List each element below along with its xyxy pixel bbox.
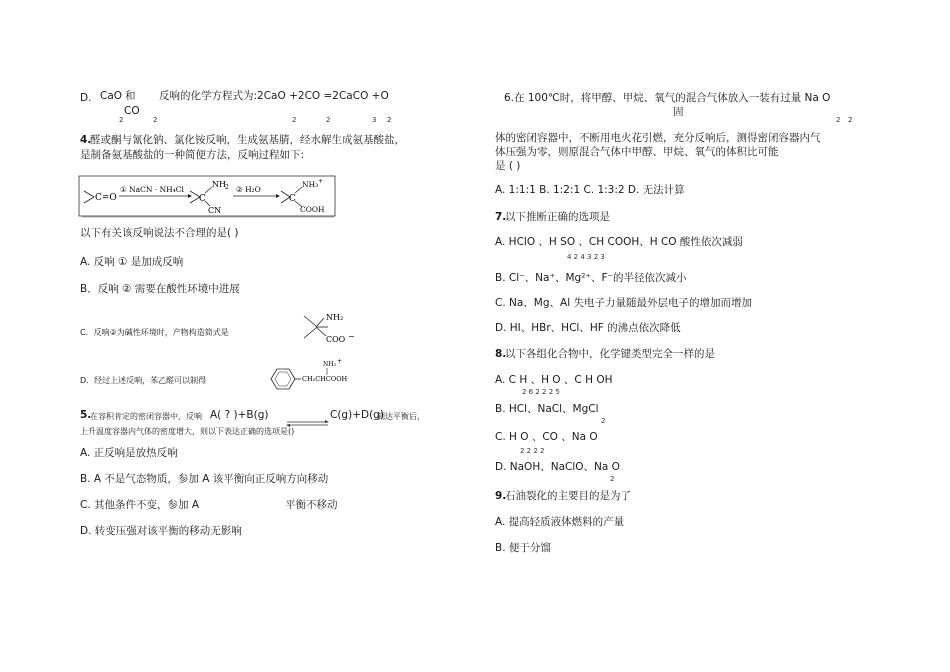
question-8-option-d: D. NaOH、NaClO、Na O	[495, 461, 620, 473]
question-8-number: 8.	[495, 348, 507, 360]
reaction-scheme	[78, 175, 336, 219]
question-4-line1: 醛或酮与氰化钠、氯化铵反响，生成氨基腈，经水解生成氨基酸盐，	[90, 134, 405, 146]
question-5-number: 5.	[80, 409, 92, 421]
d-ammonium: NH₃	[323, 361, 336, 368]
reaction-scheme-graphic	[78, 175, 336, 219]
sub: 2	[848, 116, 853, 124]
question-5-option-b: B. A 不是气态物质，参加 A 该平衡向正反响方向移动	[80, 473, 329, 485]
question-4-option-c: C．反响②为碱性环境时，产物构造简式是	[80, 328, 229, 337]
sub: 2	[292, 116, 297, 124]
carboxyl-group: COOH	[300, 205, 325, 214]
question-8-stem: 以下各组化合物中，化学键类型完全一样的是	[505, 348, 715, 360]
option-c-structure-graphic	[300, 310, 370, 350]
c-amino: NH₂	[326, 313, 344, 322]
ammonium-group: NH₃	[302, 180, 319, 189]
amino-group: NH	[212, 180, 226, 189]
question-7-option-b: B. Cl⁻、Na⁺、Mg²⁺、F⁻的半径依次减小	[495, 272, 687, 284]
question-6-line2: 体的密闭容器中，不断用电火花引燃，充分反响后，测得密闭容器内气	[495, 132, 821, 144]
question-8-option-c-subscripts: 2 2 2 2	[520, 447, 545, 455]
sub: 2	[601, 417, 606, 425]
question-4-line2: 是制备氨基酸盐的一种简便方法，反响过程如下:	[80, 149, 305, 161]
c-carboxylate: COO	[326, 335, 346, 344]
option-d-structure-graphic	[265, 357, 365, 393]
option-d-co: CO	[124, 105, 140, 117]
carbon-1: C	[199, 194, 206, 204]
question-7-number: 7.	[495, 211, 507, 223]
reagent-2: ② H₂O	[236, 185, 261, 194]
question-7-option-a-subscripts: 4 2 4 3 2 3	[567, 253, 605, 261]
question-8-option-a: A. C H 、H O 、C H OH	[495, 374, 613, 386]
question-6-line3: 体压强为零，则原混合气体中甲醇、甲烷、氧气的体积比可能	[495, 146, 779, 158]
question-7-option-a: A. HClO 、H SO 、CH COOH、H CO 酸性依次减弱	[495, 236, 743, 248]
carbon-2: C	[289, 194, 296, 204]
sub: 2	[119, 116, 124, 124]
amino-sub: 2	[225, 184, 229, 191]
question-4-option-a: A. 反响 ① 是加成反响	[80, 256, 184, 268]
option-d-he: 和	[125, 90, 136, 102]
question-8-option-a-subscripts: 2 6 2 2 2 5	[522, 388, 560, 396]
sub: 2	[387, 116, 392, 124]
c-charge: −	[348, 332, 355, 341]
option-c-structure	[300, 310, 370, 350]
question-8-option-b: B. HCl、NaCl、MgCl	[495, 403, 599, 415]
question-4-number: 4.	[80, 134, 92, 146]
carbonyl-label: C=O	[95, 193, 117, 203]
reagent-1: ① NaCN · NH₄Cl	[120, 185, 184, 194]
question-4-stem: 以下有关该反响说法不合理的是( )	[80, 227, 239, 239]
question-5-option-c-tail: 平衡不移动	[285, 499, 338, 511]
question-9-number: 9.	[495, 490, 507, 502]
question-6-line4: 是 ( )	[495, 160, 521, 172]
sub: 3	[372, 116, 377, 124]
question-6-gu: 固	[673, 106, 684, 118]
question-9-stem: 石油裂化的主要目的是为了	[505, 490, 631, 502]
question-5-products: C(g)+D(g)	[330, 409, 384, 421]
question-4-option-d: D．经过上述反响，苯乙醛可以制得	[80, 376, 207, 385]
question-5-line1a: 在容积肯定的密闭容器中，反响	[90, 412, 202, 421]
question-4-option-b: B．反响 ② 需要在酸性环境中进展	[80, 283, 240, 295]
question-5-reactants: A( ? )+B(g)	[210, 409, 269, 421]
question-5-line1d: 到达平衡后，	[377, 412, 425, 421]
sub: 2	[610, 475, 615, 483]
question-7-option-d: D. HI、HBr、HCl、HF 的沸点依次降低	[495, 322, 681, 334]
question-7-stem: 以下推断正确的选项是	[505, 211, 610, 223]
question-6-options: A. 1:1:1 B. 1:2:1 C. 1:3:2 D. 无法计算	[495, 184, 685, 196]
question-6-line1: 6.在 100℃时，将甲醇、甲烷、氧气的混合气体放入一装有过量 Na O	[504, 92, 831, 104]
option-d-label: D.	[80, 92, 92, 104]
question-7-option-c: C. Na、Mg、Al 失电子力量随最外层电子的增加而增加	[495, 297, 752, 309]
option-d-structure	[265, 357, 365, 393]
question-5-option-d: D. 转变压强对该平衡的移动无影响	[80, 525, 242, 537]
question-5-option-a: A. 正反响是放热反响	[80, 447, 178, 459]
ammonium-charge: +	[318, 178, 324, 185]
option-d-cao: CaO	[100, 90, 123, 102]
question-5-option-c: C. 其他条件不变，参加 A	[80, 499, 200, 511]
d-chain: CH₂CHCOOH	[302, 375, 348, 383]
question-9-option-a: A. 提高轻质液体燃料的产量	[495, 516, 625, 528]
question-8-option-c: C. H O 、CO 、Na O	[495, 431, 598, 443]
option-d-equation: 反响的化学方程式为:2CaO +2CO =2CaCO +O	[159, 90, 389, 102]
d-charge: +	[337, 358, 343, 365]
question-5-line2: 上升温度容器内气体的密度增大，则以下表达正确的选项是()	[80, 427, 295, 436]
sub: 2	[836, 116, 841, 124]
sub: 2	[153, 116, 158, 124]
sub: 2	[326, 116, 331, 124]
question-9-option-b: B. 便于分馏	[495, 542, 551, 554]
nitrile-group: CN	[208, 206, 222, 215]
